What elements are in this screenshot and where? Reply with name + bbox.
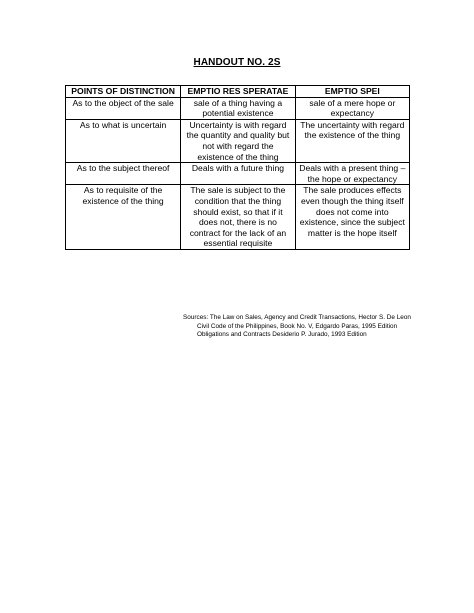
- table-cell-spei: Deals with a present thing – the hope or expectancy: [295, 163, 409, 185]
- table-cell-spei: sale of a mere hope or expectancy: [295, 97, 409, 119]
- handout-title: HANDOUT NO. 2S: [193, 57, 281, 68]
- table-cell-res-speratae: Uncertainty is with regard the quantity and quality but not with regard the existence of the thing: [181, 119, 295, 162]
- source-line: Sources: The Law on Sales, Agency and Credit Transactions, Hector S. De Leon: [183, 314, 411, 321]
- table-cell-spei: The sale produces effects even though the thing itself does not come into existence, since the subject matter is the hope itself: [295, 185, 409, 250]
- header-emptio-res-speratae: EMPTIO RES SPERATAE: [181, 86, 295, 98]
- table-header-row: [66, 86, 410, 98]
- table-row: [66, 185, 410, 250]
- table-cell-spei: The uncertainty with regard the existence of the thing: [295, 119, 409, 162]
- table-row: [66, 119, 410, 162]
- table-cell-point: As to the subject thereof: [66, 163, 181, 185]
- source-line: Obligations and Contracts Desiderio P. Jurado, 1993 Edition: [197, 331, 367, 339]
- table-cell-point: As to the object of the sale: [66, 97, 181, 119]
- table-cell-res-speratae: sale of a thing having a potential existence: [181, 97, 295, 119]
- table-cell-res-speratae: The sale is subject to the condition that the thing should exist, so that if it does not, there is no contract for the lack of an essential requisite: [181, 185, 295, 250]
- header-emptio-spei: EMPTIO SPEI: [295, 86, 409, 98]
- sources-note: [183, 314, 423, 340]
- table-cell-res-speratae: Deals with a future thing: [181, 163, 295, 185]
- table-cell-point: As to requisite of the existence of the thing: [66, 185, 181, 250]
- distinction-table: [65, 85, 410, 250]
- table-row: [66, 97, 410, 119]
- source-line: Civil Code of the Philippines, Book No. V, Edgardo Paras, 1995 Edition: [197, 322, 398, 330]
- table-cell-point: As to what is uncertain: [66, 119, 181, 162]
- header-points-of-distinction: POINTS OF DISTINCTION: [66, 86, 181, 98]
- table-row: [66, 163, 410, 185]
